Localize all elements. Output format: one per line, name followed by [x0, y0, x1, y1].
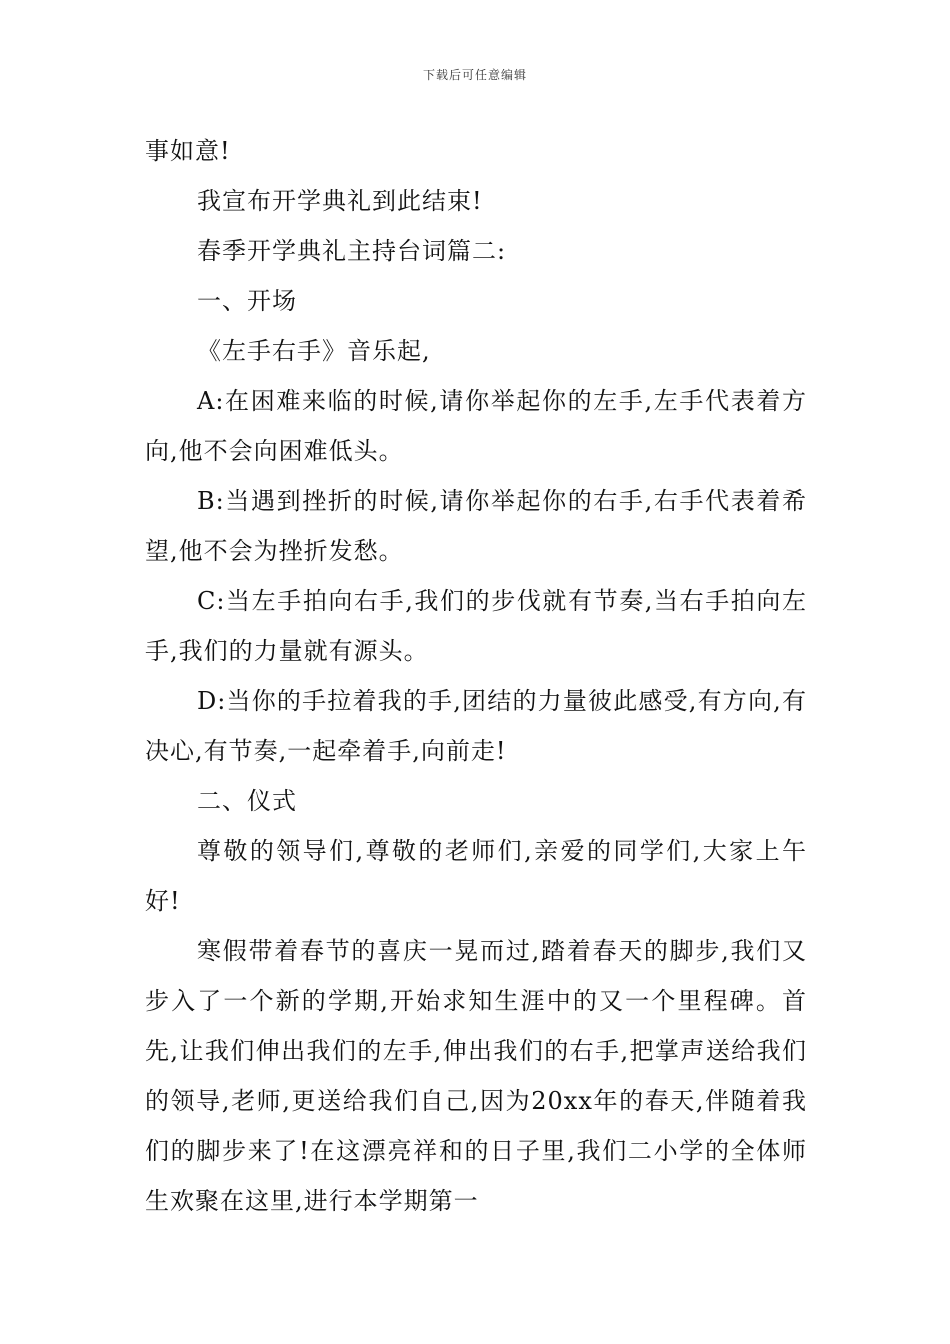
paragraph-section-title: 春季开学典礼主持台词篇二:	[197, 237, 507, 265]
paragraph-heading-opening: 一、开场	[197, 287, 297, 315]
paragraph-host-b: B:当遇到挫折的时候,请你举起你的右手,右手代表着希望,他不会为挫折发愁。	[145, 487, 807, 565]
paragraph-host-d: D:当你的手拉着我的手,团结的力量彼此感受,有方向,有决心,有节奏,一起牵着手,向前走!	[145, 687, 807, 765]
page-header: 下载后可任意编辑	[422, 68, 527, 82]
paragraph-host-c: C:当左手拍向右手,我们的步伐就有节奏,当右手拍向左手,我们的力量就有源头。	[145, 587, 807, 665]
paragraph-speech-body: 寒假带着春节的喜庆一晃而过,踏着春天的脚步,我们又步入了一个新的学期,开始求知生涯中的又一个里程碑。首先,让我们伸出我们的左手,伸出我们的右手,把掌声送给我们的领导,老师,更送给我们自己,因为20xx年的春天,伴随着我们的脚步来了!在这漂亮祥和的日子里,我们二小学的全体师生欢聚在这里,进行本学期第一	[145, 937, 807, 1215]
paragraph-host-a: A:在困难来临的时候,请你举起你的左手,左手代表着方向,他不会向困难低头。	[145, 387, 807, 465]
paragraph-greeting: 尊敬的领导们,尊敬的老师们,亲爱的同学们,大家上午好!	[145, 837, 807, 915]
paragraph-ceremony-end: 我宣布开学典礼到此结束!	[197, 187, 483, 215]
paragraph-heading-ceremony: 二、仪式	[197, 787, 297, 815]
paragraph-music-cue: 《左手右手》音乐起,	[197, 337, 431, 365]
paragraph-closing-wish: 事如意!	[145, 137, 231, 165]
document-body	[145, 126, 807, 1226]
